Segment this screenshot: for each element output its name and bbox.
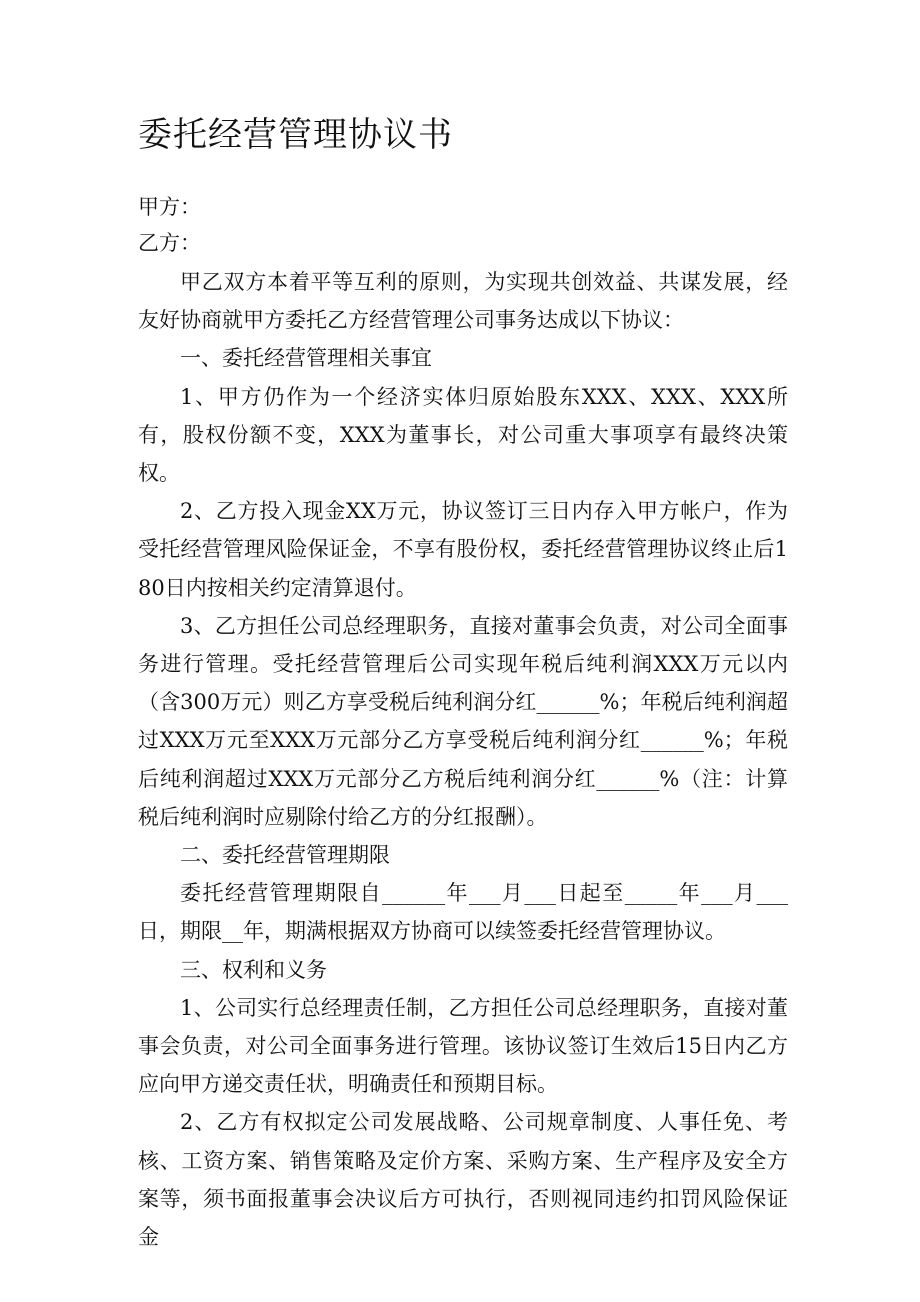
section-heading-2: 二、委托经营管理期限 (180, 843, 390, 868)
paragraph-2-1: 委托经营管理期限自______年___月___日起至_____年___月___日，期限__年，期满根据双方协商可以续签委托经营管理协议。 (138, 881, 788, 944)
paragraph-3-2: 2、乙方有权拟定公司发展战略、公司规章制度、人事任免、考核、工资方案、销售策略及定价方案、采购方案、生产程序及安全方案等，须书面报董事会决议后方可执行，否则视同违约扣罚风险保证金 (138, 1110, 788, 1250)
party-a-label: 甲方： (138, 195, 201, 219)
paragraph-1-3: 3、乙方担任公司总经理职务，直接对董事会负责，对公司全面事务进行管理。受托经营管理后公司实现年税后纯利润XXX万元以内（含300万元）则乙方享受税后纯利润分红______%；年税后纯利润超过XXX万元至XXX万元部分乙方享受税后纯利润分红______%；年税后纯利润超过XXX万元部分乙方税后纯利润分红______%（注：计算税后纯利润时应剔除付给乙方的分红报酬）。 (138, 613, 788, 829)
section-heading-1: 一、委托经营管理相关事宜 (180, 346, 432, 371)
paragraph-1-1: 1、甲方仍作为一个经济实体归原始股东XXX、XXX、XXX所有，股权份额不变，XXX为董事长，对公司重大事项享有最终决策权。 (138, 384, 788, 486)
paragraph-1-2: 2、乙方投入现金XX万元，协议签订三日内存入甲方帐户，作为受托经营管理风险保证金，不享有股份权，委托经营管理协议终止后180日内按相关约定清算退付。 (138, 499, 788, 600)
document-title: 委托经营管理协议书 (138, 115, 453, 155)
section-heading-3: 三、权利和义务 (180, 957, 327, 982)
party-b-label: 乙方： (138, 231, 201, 255)
document-body (138, 263, 788, 1256)
paragraph-3-1: 1、公司实行总经理责任制，乙方担任公司总经理职务，直接对董事会负责，对公司全面事务进行管理。该协议签订生效后15日内乙方应向甲方递交责任状，明确责任和预期目标。 (138, 995, 788, 1097)
paragraph-intro: 甲乙双方本着平等互利的原则，为实现共创效益、共谋发展，经友好协商就甲方委托乙方经营管理公司事务达成以下协议： (138, 270, 788, 333)
